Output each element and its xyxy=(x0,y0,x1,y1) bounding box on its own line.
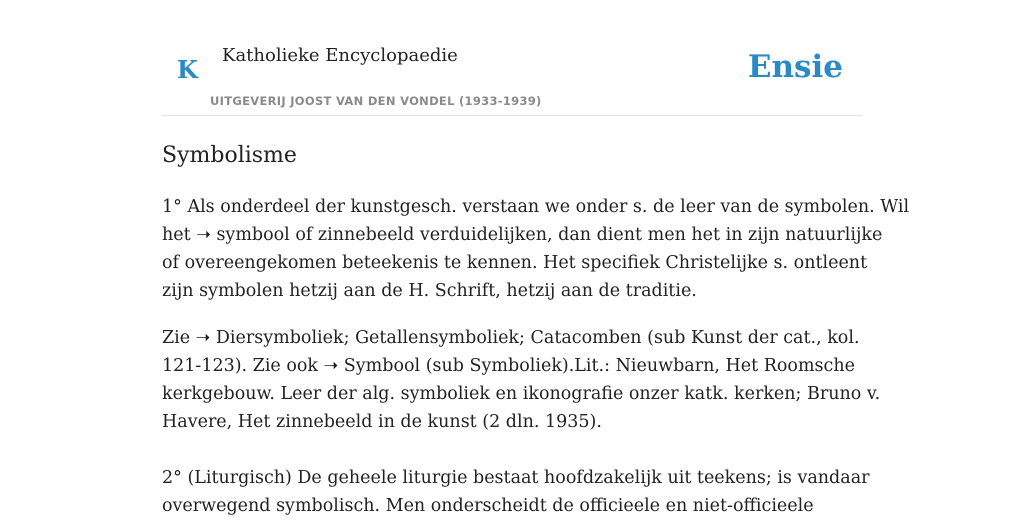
article-title: Symbolisme xyxy=(162,143,297,168)
brand-logo[interactable]: Ensie xyxy=(747,49,843,85)
paragraph-line: Havere, Het zinnebeeld in de kunst (2 dln. 1935). xyxy=(162,412,602,432)
paragraph-line: kerkgebouw. Leer der alg. symboliek en ikonografie onzer katk. kerken; Bruno v. xyxy=(162,384,881,404)
article-paragraph-2 xyxy=(162,324,881,436)
article-paragraph-1 xyxy=(162,193,910,305)
site-header xyxy=(162,0,862,116)
paragraph-line: of overeengekomen beteekenis te kennen. Het specifiek Christelijke s. ontleent xyxy=(162,253,868,273)
site-logo[interactable]: K xyxy=(177,55,198,84)
paragraph-line: 121-123). Zie ook ➝ Symbool (sub Symboliek).Lit.: Nieuwbarn, Het Roomsche xyxy=(162,356,855,376)
paragraph-line: 1° Als onderdeel der kunstgesch. verstaan we onder s. de leer van de symbolen. Wil xyxy=(162,197,910,217)
paragraph-line: zijn symbolen hetzij aan de H. Schrift, hetzij aan de traditie. xyxy=(162,281,697,301)
page xyxy=(162,0,910,516)
paragraph-line: Zie ➝ Diersymboliek; Getallensymboliek; Catacomben (sub Kunst der cat., kol. xyxy=(162,328,860,348)
paragraph-line: overwegend symbolisch. Men onderscheidt de officieele en niet-officieele xyxy=(162,496,814,516)
paragraph-line: het ➝ symbool of zinnebeeld verduidelijken, dan dient men het in zijn natuurlijke xyxy=(162,225,883,245)
paragraph-line: 2° (Liturgisch) De geheele liturgie bestaat hoofdzakelijk uit teekens; is vandaar xyxy=(162,468,870,488)
site-title[interactable]: Katholieke Encyclopaedie xyxy=(222,45,458,66)
publisher-subtitle: UITGEVERIJ JOOST VAN DEN VONDEL (1933-1939) xyxy=(210,94,542,108)
